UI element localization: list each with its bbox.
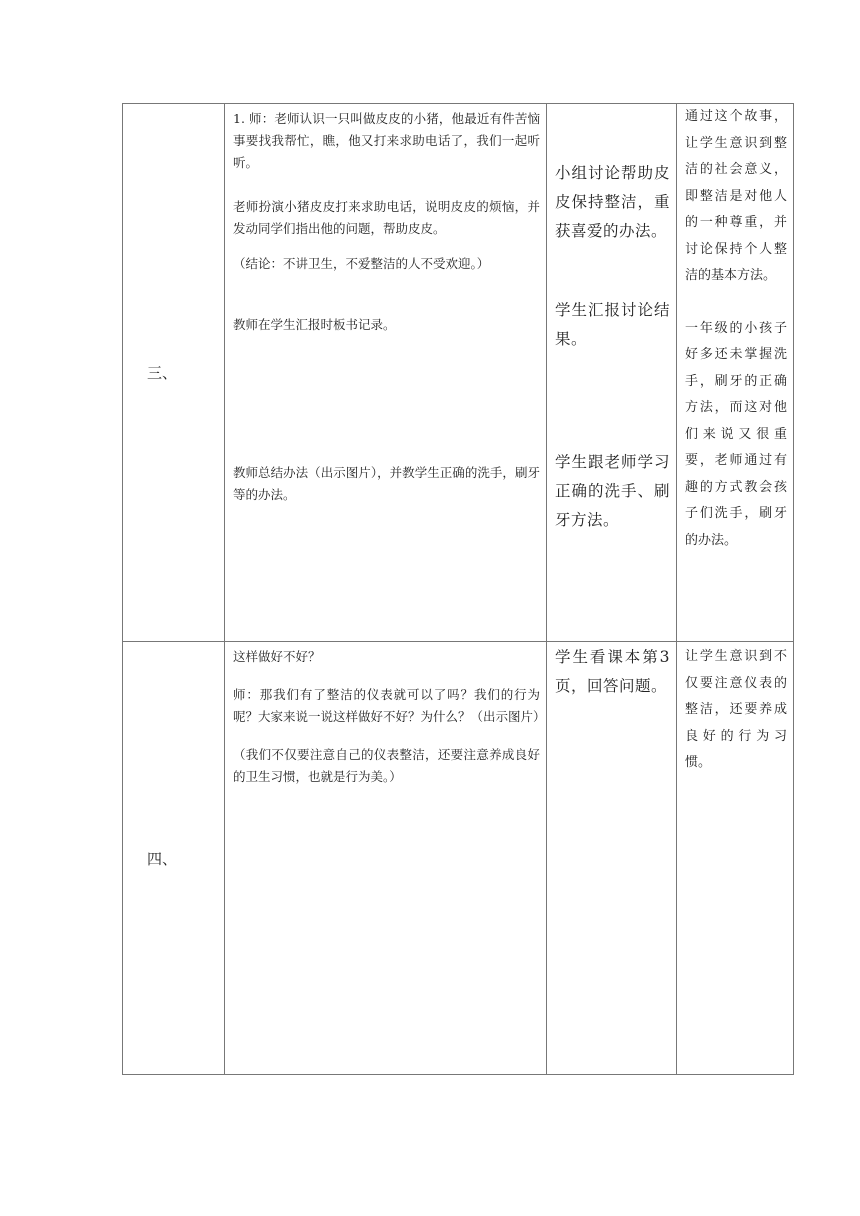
table-row-stage-3: [123, 104, 794, 642]
teacher-paragraph: 这样做好不好？: [233, 649, 321, 664]
stage-cell: [123, 642, 225, 1075]
student-paragraph: 学生汇报讨论结果。: [555, 301, 670, 348]
teacher-paragraph: （结论：不讲卫生，不爱整洁的人不受欢迎。）: [233, 256, 490, 271]
student-activity-cell: [547, 642, 677, 1075]
design-intent-cell: [677, 642, 794, 1075]
teacher-paragraph: 教师总结办法（出示图片），并教学生正确的洗手，刷牙等的办法。: [233, 465, 540, 502]
design-intent-cell: [677, 104, 794, 642]
teacher-activity-cell: [225, 104, 547, 642]
stage-label: 三、: [147, 364, 178, 382]
teacher-paragraph: 教师在学生汇报时板书记录。: [233, 317, 396, 332]
student-paragraph: 小组讨论帮助皮皮保持整洁，重获喜爱的办法。: [555, 164, 670, 240]
intent-paragraph: 通过这个故事，让学生意识到整洁的社会意义，即整洁是对他人的一种尊重，并讨论保持个人整洁的基本方法。: [685, 109, 787, 283]
teacher-paragraph: 1. 师：老师认识一只叫做皮皮的小猪，他最近有件苦恼事要找我帮忙，瞧，他又打来求助电话了，我们一起听听。: [233, 111, 540, 170]
table-row-stage-4: [123, 642, 794, 1075]
student-activity-cell: [547, 104, 677, 642]
teacher-paragraph: 老师扮演小猪皮皮打来求助电话，说明皮皮的烦恼，并发动同学们指出他的问题，帮助皮皮。: [233, 199, 540, 236]
teacher-paragraph: （我们不仅要注意自己的仪表整洁，还要注意养成良好的卫生习惯，也就是行为美。）: [233, 747, 540, 784]
intent-paragraph: 一年级的小孩子好多还未掌握洗手，刷牙的正确方法，而这对他们来说又很重要，老师通过有趣的方式教会孩子们洗手，刷牙的办法。: [685, 320, 787, 548]
stage-label: 四、: [147, 849, 178, 868]
teacher-paragraph: 师：那我们有了整洁的仪表就可以了吗？我们的行为呢？大家来说一说这样做好不好？为什么？（出示图片）: [233, 687, 546, 724]
stage-cell: [123, 104, 225, 642]
intent-paragraph: 让学生意识到不仅要注意仪表的整洁，还要养成良好的行为习惯。: [685, 649, 787, 770]
student-paragraph: 学生看课本第3页，回答问题。: [555, 648, 670, 695]
student-paragraph: 学生跟老师学习正确的洗手、刷牙方法。: [555, 453, 670, 529]
lesson-plan-table: [122, 103, 794, 1075]
teacher-activity-cell: [225, 642, 547, 1075]
